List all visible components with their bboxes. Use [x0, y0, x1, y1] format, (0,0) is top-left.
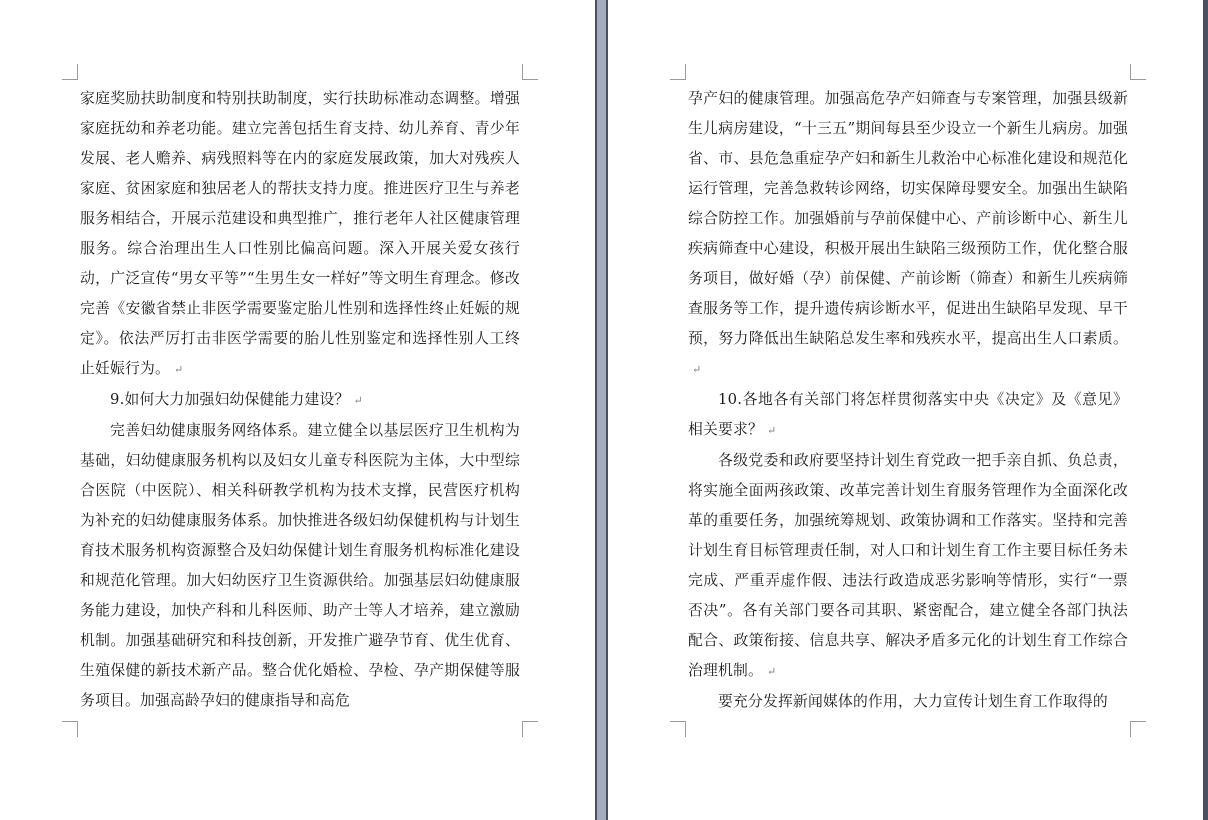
paragraph-mark-icon: ↵	[767, 665, 777, 678]
page-text-body[interactable]	[688, 84, 1128, 717]
crop-mark-top-left	[62, 64, 78, 80]
crop-mark-bottom-right	[522, 721, 538, 737]
paragraph: 要充分发挥新闻媒体的作用，大力宣传计划生育工作取得的	[718, 693, 1108, 710]
page-text-body[interactable]	[80, 84, 520, 716]
paragraph: 完善妇幼健康服务网络体系。建立健全以基层医疗卫生机构为基础，妇幼健康服务机构以及妇女儿童专科医院为主体，大中型综合医院（中医院）、相关科研教学机构为技术支撑，民营医疗机构为补充的妇幼健康服务体系。加快推进各级妇幼保健机构与计划生育技术服务机构资源整合及妇幼保健计划生育服务机构标准化建设和规范化管理。加大妇幼医疗卫生资源供给。加强基层妇幼健康服务能力建设，加快产科和儿科医师、助产士等人才培养，建立激励机制。加强基础研究和科技创新，开发推广避孕节育、优生优育、生殖保健的新技术新产品。整合优化婚检、孕检、孕产期保健等服务项目。加强高龄孕妇的健康指导和高危	[80, 422, 520, 709]
crop-mark-bottom-right	[1130, 721, 1146, 737]
paragraph: 家庭奖励扶助制度和特别扶助制度，实行扶助标准动态调整。增强家庭抚幼和养老功能。建立完善包括生育支持、幼儿养育、青少年发展、老人赡养、病残照料等在内的家庭发展政策，加大对残疾人家庭、贫困家庭和独居老人的帮扶支持力度。推进医疗卫生与养老服务相结合，开展示范建设和典型推广，推行老年人社区健康管理服务。综合治理出生人口性别比偏高问题。深入开展关爱女孩行动，广泛宣传“男女平等”“生男生女一样好”等文明生育理念。修改完善《安徽省禁止非医学需要鉴定胎儿性别和选择性终止妊娠的规定》。依法严厉打击非医学需要的胎儿性别鉴定和选择性别人工终止妊娠行为。 ↵	[80, 90, 520, 377]
paragraph-mark-icon: ↵	[767, 424, 777, 437]
crop-mark-bottom-left	[62, 721, 78, 737]
question-heading: 10.各地各有关部门将怎样贯彻落实中央《决定》及《意见》相关要求？ ↵	[688, 391, 1128, 438]
paragraph-mark-icon: ↵	[692, 363, 702, 376]
page-gap-divider	[595, 0, 608, 820]
question-heading: 9.如何大力加强妇幼保健能力建设？ ↵	[110, 391, 363, 408]
document-page-right	[608, 0, 1204, 820]
crop-mark-top-right	[522, 64, 538, 80]
crop-mark-top-left	[670, 64, 686, 80]
document-page-left	[0, 0, 595, 820]
paragraph-mark-icon: ↵	[173, 363, 184, 376]
crop-mark-bottom-left	[670, 721, 686, 737]
paragraph: 孕产妇的健康管理。加强高危孕产妇筛查与专案管理，加强县级新生儿病房建设，“十三五”期间每县至少设立一个新生儿病房。加强省、市、县危急重症孕产妇和新生儿救治中心标准化建设和规范化运行管理，完善急救转诊网络，切实保障母婴安全。加强出生缺陷综合防控工作。加强婚前与孕前保健中心、产前诊断中心、新生儿疾病筛查中心建设，积极开展出生缺陷三级预防工作，优化整合服务项目，做好婚（孕）前保健、产前诊断（筛查）和新生儿疾病筛查服务等工作，提升遗传病诊断水平，促进出生缺陷早发现、早干预，努力降低出生缺陷总发生率和残疾水平，提高出生人口素质。↵	[688, 90, 1128, 376]
paragraph: 各级党委和政府要坚持计划生育党政一把手亲自抓、负总责，将实施全面两孩政策、改革完善计划生育服务管理作为全面深化改革的重要任务，加强统筹规划、政策协调和工作落实。坚持和完善计划生育目标管理责任制，对人口和计划生育工作主要目标任务未完成、严重弄虚作假、违法行政造成恶劣影响等情形，实行“一票否决”。各有关部门要各司其职、紧密配合，建立健全各部门执法配合、政策衔接、信息共享、解决矛盾多元化的计划生育工作综合治理机制。 ↵	[688, 452, 1128, 679]
window-right-edge	[1203, 0, 1208, 820]
paragraph-mark-icon: ↵	[353, 394, 363, 407]
crop-mark-top-right	[1130, 64, 1146, 80]
